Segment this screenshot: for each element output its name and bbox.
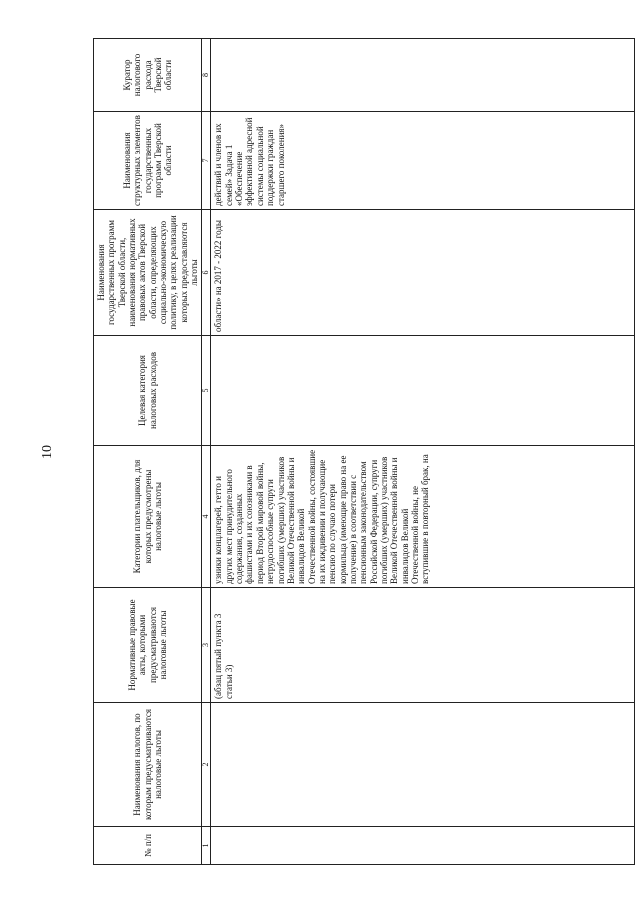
column-number: 6: [202, 210, 211, 336]
cell-structural-elements: действий и членов их семей» Задача 1 «Обеспечение эффективной адресной системы социальной поддержки граждан старшего поколения»: [211, 112, 635, 210]
column-number: 4: [202, 446, 211, 588]
column-number-row: [202, 39, 211, 865]
header-cell-structural-elements: Наименования структурных элементов государственных программ Тверской области: [94, 112, 202, 210]
header-row: [94, 39, 202, 865]
cell-legal-acts: (абзац пятый пункта 3 статьи 3): [211, 588, 635, 703]
column-number: 8: [202, 39, 211, 112]
header-cell-payer-categories: Категории плательщиков, для которых предусмотрены налоговые льготы: [94, 446, 202, 588]
column-number: 3: [202, 588, 211, 703]
tax-benefits-table: [93, 38, 635, 865]
header-cell-target-category: Целевая категория налоговых расходов: [94, 336, 202, 446]
header-cell-legal-acts: Нормативные правовые акты, которыми предусматриваются налоговые льготы: [94, 588, 202, 703]
cell-programs: области» на 2017 - 2022 годы: [211, 210, 635, 336]
header-cell-tax-names: Наименования налогов, по которым предусматриваются налоговые льготы: [94, 703, 202, 827]
header-cell-number: № п/п: [94, 827, 202, 865]
column-number: 5: [202, 336, 211, 446]
header-cell-programs: Наименования государственных программ Тверской области, наименования нормативных правовых актов Тверской области, определяющих социально-экономическую политику, в целях реализации которых предоставляются льготы: [94, 210, 202, 336]
column-number: 2: [202, 703, 211, 827]
column-number: 1: [202, 827, 211, 865]
cell-target-category: [211, 336, 635, 446]
cell-tax-names: [211, 703, 635, 827]
cell-payer-categories: узники концлагерей, гетто и других мест принудительного содержания, созданных фашистами и их союзниками в период Второй мировой войны, нетрудоспособные супруги погибших (умерших) участников Великой Отечественной войны и инвалидов Великой Отечественной войны, состоявшие на их иждивении и получающие пенсию по случаю потери кормильца (имеющие право на ее получение) в соответствии с пенсионным законодательством Российской Федерации, супруги погибших (умерших) участников Великой Отечественной войны и инвалидов Великой Отечественной войны, не вступившие в повторный брак, на: [211, 446, 635, 588]
table-container: [93, 39, 635, 865]
cell-curator: [211, 39, 635, 112]
page-number: 10: [40, 445, 55, 459]
column-number: 7: [202, 112, 211, 210]
table-row: [211, 39, 635, 865]
cell-number: [211, 827, 635, 865]
header-cell-curator: Куратор налогового расхода Тверской области: [94, 39, 202, 112]
